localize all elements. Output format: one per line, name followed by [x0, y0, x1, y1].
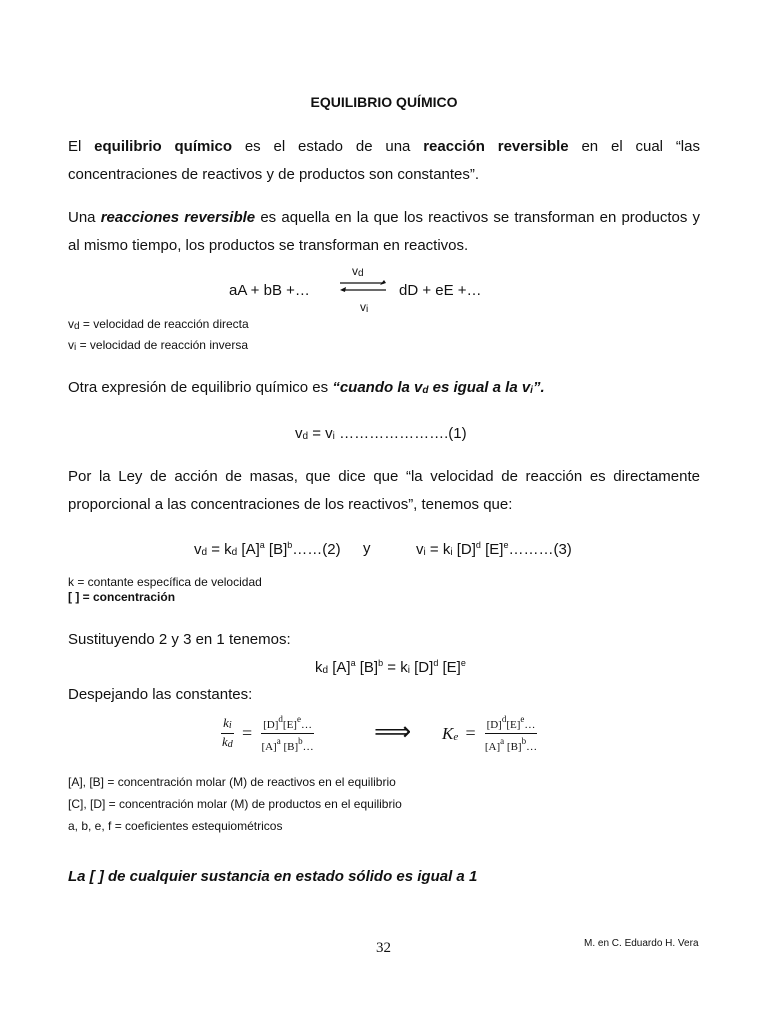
p1-text-2: es el estado de una: [232, 138, 424, 155]
def-concentration: [ ] = concentración: [68, 590, 176, 604]
ratio-den-B-exp: b: [298, 736, 303, 746]
def-vi-symbol: v: [68, 338, 74, 352]
p2-text-2: es aquella en la que los reactivos se transforman en productos y al mismo tiempo, los productos se transforman en reactivos.: [68, 209, 701, 254]
implies-arrow-icon: ⟹: [374, 716, 412, 746]
eq2-A-exp: a: [259, 540, 265, 550]
def-vd-sub: d: [74, 321, 80, 332]
def-vd-symbol: v: [68, 317, 74, 331]
equation-1: [295, 425, 467, 442]
solid-concentration-note: La [ ] de cualquier sustancia en estado sólido es igual a 1: [68, 868, 478, 885]
def-vd-text: = velocidad de reacción directa: [79, 317, 249, 331]
eq2-kd-sub: d: [231, 547, 238, 558]
eq2-B: [B]: [264, 541, 288, 558]
equation-2-left: [194, 540, 341, 558]
eqc-D-exp: d: [433, 658, 439, 668]
def-product-concentration: [C], [D] = concentración molar (M) de productos en el equilibrio: [68, 797, 402, 811]
eq2-label: ……(2): [292, 541, 341, 558]
eq2-B-exp: b: [287, 540, 293, 550]
eq3-E: [E]: [480, 541, 504, 558]
ke-den-ellipsis: …: [526, 741, 538, 753]
equation-3: [416, 540, 572, 558]
ratio-num-D-exp: d: [278, 714, 283, 724]
vi-sub: i: [366, 304, 369, 315]
p3-text: Otra expresión de equilibrio químico es: [68, 379, 333, 396]
eqc-E-exp: e: [460, 658, 466, 668]
paragraph-substituting: Sustituyendo 2 y 3 en 1 tenemos:: [68, 631, 291, 648]
p1-bold-2: reacción reversible: [423, 138, 569, 155]
p3-bi-2: es igual a la v: [428, 379, 531, 396]
page-number: 32: [376, 940, 391, 956]
equation-combined: [315, 658, 466, 676]
eq1-vd-sub: d: [302, 431, 309, 442]
ratio-num-E: [E]: [282, 719, 297, 731]
eqc-B-exp: b: [378, 658, 384, 668]
eq3-E-exp: e: [503, 540, 509, 550]
eq2-A: [A]: [237, 541, 260, 558]
equation-2-and: y: [363, 540, 371, 557]
eq3-D: [D]: [452, 541, 476, 558]
eq3-ki: = k: [425, 541, 451, 558]
eq3-ki-sub: i: [450, 547, 453, 558]
ratio-concentration-fraction: [259, 713, 315, 754]
ke-den-B-exp: b: [521, 736, 527, 746]
p1-text-3: en el cual “las concentraciones de reactivos y de productos son constantes”.: [68, 138, 700, 183]
def-reactant-concentration: [A], [B] = concentración molar (M) de reactivos en el equilibrio: [68, 775, 396, 789]
ke-den-A: [A]: [484, 741, 501, 753]
eq1-vi-sub: i: [332, 431, 335, 442]
ke-den-A-exp: a: [500, 736, 505, 746]
p3-bi-sub-1: d: [422, 385, 429, 396]
reaction-reactants: aA + bB +…: [229, 282, 310, 299]
eq1-vd: v: [295, 425, 303, 442]
paragraph-definition: [68, 133, 700, 189]
ke-num-ellipsis: …: [524, 719, 536, 731]
p3-bi-sub-2: i: [530, 385, 533, 396]
eq2-vd-sub: d: [201, 547, 208, 558]
equilibrium-arrows-icon: [338, 279, 388, 295]
eqc-kd-sub: d: [322, 665, 329, 676]
def-vi-text: = velocidad de reacción inversa: [76, 338, 249, 352]
vi-v: v: [360, 300, 366, 314]
ke-num-E-exp: e: [520, 714, 525, 724]
eq3-D-exp: d: [475, 540, 481, 550]
reaction-vd-label: [352, 264, 364, 279]
def-coefficients: a, b, e, f = coeficientes estequiométricos: [68, 819, 283, 833]
eq1-vi: = v: [308, 425, 333, 442]
reaction-products: dD + eE +…: [399, 282, 482, 299]
vd-v: v: [352, 264, 358, 278]
ratio-num-D: [D]: [263, 719, 279, 731]
eqc-A: [A]: [328, 659, 351, 676]
def-vd: [68, 317, 249, 332]
eqc-A-exp: a: [350, 658, 356, 668]
ke-symbol: [442, 724, 458, 743]
equation-ratio: [220, 713, 316, 754]
ke-den-B: [B]: [504, 741, 522, 753]
eqc-kd: k: [315, 659, 323, 676]
eq3-vi-sub: i: [423, 547, 426, 558]
ratio-kd-sub: d: [227, 739, 233, 750]
ratio-den-B: [B]: [280, 741, 299, 753]
eqc-D: [D]: [409, 659, 434, 676]
p1-text-1: El: [68, 138, 95, 155]
vd-sub: d: [358, 268, 364, 279]
ke-num-D-exp: d: [501, 714, 507, 724]
reaction-vi-label: [360, 300, 368, 315]
eqc-ki: = k: [383, 659, 408, 676]
ke-sub: e: [453, 730, 459, 743]
ratio-num-E-exp: e: [296, 714, 301, 724]
p2-bold-italic: reacciones reversible: [100, 209, 256, 226]
p3-bi-3: ”.: [532, 379, 545, 396]
ratio-k-fraction: [220, 716, 235, 751]
eq2-vd: v: [194, 541, 202, 558]
eq3-vi: v: [416, 541, 424, 558]
ratio-equals: =: [242, 723, 253, 743]
footer-author: M. en C. Eduardo H. Vera: [584, 938, 699, 949]
eq2-kd: = k: [207, 541, 232, 558]
page-title: EQUILIBRIO QUÍMICO: [310, 94, 458, 110]
ke-num-E: [E]: [506, 719, 521, 731]
p1-bold-1: equilibrio químico: [94, 138, 232, 155]
eqc-E: [E]: [438, 659, 461, 676]
paragraph-equilibrium-condition: [68, 379, 545, 396]
eq3-label: ………(3): [508, 541, 572, 558]
eq1-label: ………………….(1): [334, 425, 467, 442]
ke-num-D: [D]: [486, 719, 502, 731]
ratio-den-A-exp: a: [276, 736, 281, 746]
ratio-num-ellipsis: …: [300, 719, 312, 731]
def-vi-sub: i: [74, 342, 77, 353]
equation-ke: [442, 713, 539, 754]
paragraph-mass-action: Por la Ley de acción de masas, que dice que “la velocidad de reacción es directamente proporcional a las concentraciones de los reactivos”, tenemos que:: [68, 468, 700, 513]
ke-equals: =: [465, 723, 476, 743]
eqc-ki-sub: i: [407, 665, 410, 676]
paragraph-solving: Despejando las constantes:: [68, 686, 253, 703]
ratio-kd: k: [222, 734, 228, 749]
p2-text-1: Una: [68, 209, 101, 226]
ke-K: K: [442, 723, 454, 743]
p3-bi-1: “cuando la v: [332, 379, 423, 396]
ratio-den-ellipsis: …: [302, 741, 314, 753]
ratio-ki-sub: i: [228, 720, 232, 731]
def-vi: [68, 338, 248, 353]
ratio-den-A: [A]: [261, 741, 277, 753]
ke-concentration-fraction: [483, 713, 539, 754]
paragraph-reversible: [68, 204, 700, 260]
def-k: k = contante específica de velocidad: [68, 575, 262, 589]
ratio-ki: k: [223, 715, 229, 730]
eqc-B: [B]: [355, 659, 379, 676]
